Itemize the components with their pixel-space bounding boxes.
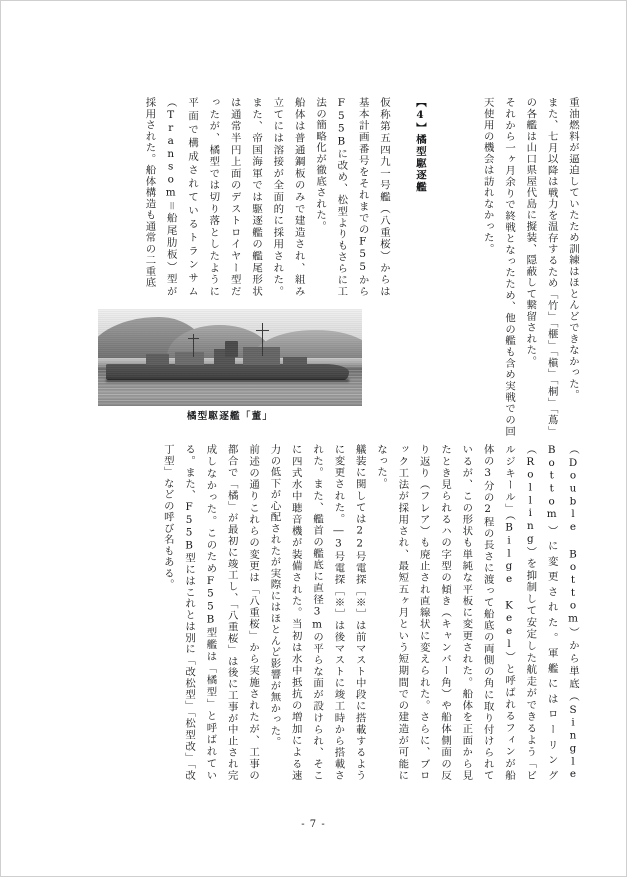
intro-text-block [481,97,583,437]
destroyer-photograph [98,309,362,406]
photo-ship-hull [106,364,349,380]
intro-paragraph-1: 重油燃料が逼迫していたため訓練はほとんどできなかった。 [567,97,579,401]
section-heading [402,97,430,277]
lower-body-paragraph-1: （Double Bottom）から単底（Single Bottom）に変更された。軍艦にはローリング（Rolling）を抑制して安定した航走ができるよう「ビルジキール」（Bilge Keel）と呼ばれるフィンが船体の3分の2程の長さに渡って船底の両側の角に取り付けられているが、この形状も単純な平板に変更された。船体を正面から見たとき見られるハの字型の傾き（キャンバー角）や船体側面の反り返り（フレア）も廃止され直線状に変えられた。さらに、ブロック工法が採用され、最短五ヶ月という短期間での建造が可能になった。 [375,444,579,781]
photo-mainmast [262,323,263,356]
upper-body-paragraph-1: 仮称第五四九一号艦（八重桜）からは基本計画番号をそれまでのF55からF55Bに改め、松型よりもさらに工法の簡略化が徹底された。 [314,97,390,297]
photo-superstructure-1 [146,354,170,366]
lower-body-paragraph-3: 前述の通りこれらの変更は「八重桜」から実施されたが、工事の都合で「橘」が最初に竣工し、「八重桜」は後に工事が中止され完成しなかった。このためF55B型艦は「橘型」と呼ばれている。また、F55B型にはこれとは別に「改松型」「松型改」「改丁型」などの呼び名もある。 [161,444,260,781]
page-number: - 7 - [301,819,326,830]
intro-paragraph-3: それから一ヶ月余りで終戦となったため、他の艦も含め実戦での回天使用の機会は訪れなかった。 [481,97,516,437]
figure-caption: 橘型駆逐艦「董」 [186,411,274,422]
photo-superstructure-2 [175,352,204,366]
upper-body-text-block [82,97,394,297]
lower-body-paragraph-2: 艤装に関しては22号電探［※］は前マスト中段に搭載するように変更された。―3号電探［※］は後マストに竣工時から搭載された。また、艦首の艦底に直径3mの平らな面が設けられ、そこに四式水中聴音機が装備された。当初は水中抵抗の増加による速力の低下が心配されたが実際にはほとんど影響が無かった。 [268,444,366,781]
section-heading-text: 【4】橘型駆逐艦 [414,97,426,193]
intro-paragraph-2: また、七月以降は戦力を温存するため「竹」「榧」「槇」「桐」「蔦」の各艦は山口県屋代島に擬装、隠蔽して繋留された。 [524,97,558,437]
photo-funnel [225,341,238,357]
figure-photo [98,309,362,406]
photo-superstructure-5 [283,357,307,366]
photo-foremast [193,334,194,357]
lower-body-text-block [91,444,583,781]
upper-body-paragraph-2: 船体は普通鋼板のみで建造され、組み立てには溶接が全面的に採用された。また、帝国海軍では駆逐艦の艦尾形状は通常半円上面のデストロイヤー型だったが、橘型では切り落としたように平面で構成されているトランサム（Transom＝船尾肋板）型が採用された。船体構造も通常の二重底 [143,97,305,297]
